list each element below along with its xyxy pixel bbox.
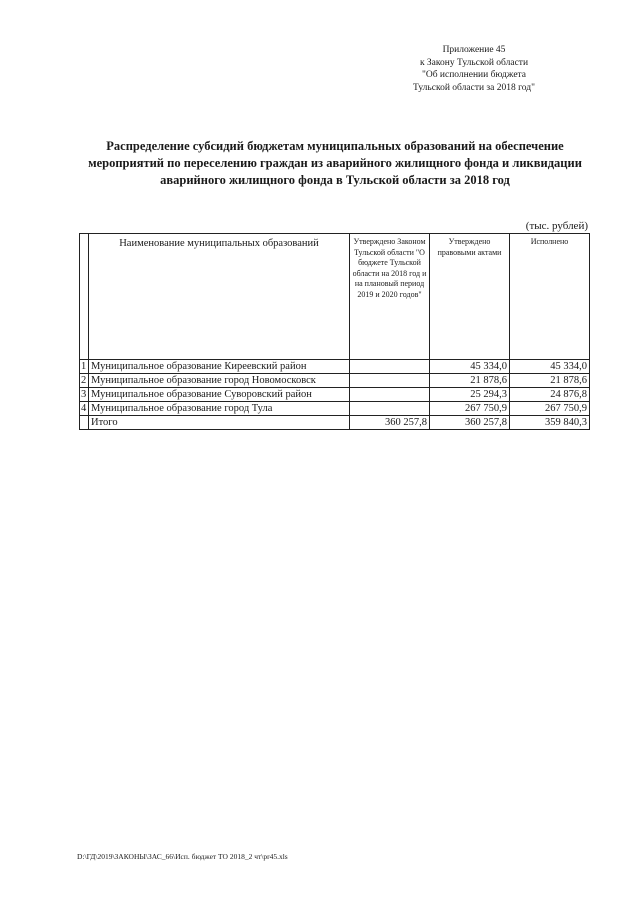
cell-num: 3	[80, 388, 89, 402]
cell-approved-law	[350, 388, 430, 402]
cell-name: Муниципальное образование город Новомосковск	[89, 374, 350, 388]
cell-approved-law	[350, 360, 430, 374]
cell-executed: 24 876,8	[510, 388, 590, 402]
table-row	[80, 360, 590, 374]
cell-name: Муниципальное образование город Тула	[89, 402, 350, 416]
title-line: мероприятий по переселению граждан из аварийного жилищного фонда и ликвидации	[88, 156, 582, 170]
table-row	[80, 374, 590, 388]
cell-executed: 21 878,6	[510, 374, 590, 388]
title-line: Распределение субсидий бюджетам муниципальных образований на обеспечение	[106, 139, 564, 153]
table-header-row	[80, 234, 590, 360]
cell-approved-acts: 45 334,0	[430, 360, 510, 374]
cell-num	[80, 416, 89, 430]
cell-approved-acts: 360 257,8	[430, 416, 510, 430]
subsidies-table	[79, 233, 590, 430]
header-name: Наименование муниципальных образований	[89, 234, 350, 360]
table-row	[80, 388, 590, 402]
annex-line: к Закону Тульской области	[419, 57, 529, 68]
total-row	[80, 416, 590, 430]
title-line: аварийного жилищного фонда в Тульской области за 2018 год	[160, 173, 510, 187]
units-label: (тыс. рублей)	[525, 220, 588, 232]
cell-approved-acts: 21 878,6	[430, 374, 510, 388]
annex-note	[360, 44, 588, 94]
header-num	[80, 234, 89, 360]
cell-executed: 45 334,0	[510, 360, 590, 374]
annex-line: Тульской области за 2018 год"	[413, 82, 535, 93]
annex-line: "Об исполнении бюджета	[421, 70, 527, 80]
header-approved-law: Утверждено Законом Тульской области "О бюджете Тульской области на 2018 год и на плановый период 2019 и 2020 годов"	[350, 234, 430, 360]
header-executed: Исполнено	[510, 234, 590, 360]
cell-num: 2	[80, 374, 89, 388]
file-path-footer: D:\ГД\2019\ЗАКОНЫ\ЗАС_66\Исп. бюджет ТО 2018_2 чт\pr45.xls	[77, 852, 288, 861]
cell-name: Муниципальное образование Киреевский район	[89, 360, 350, 374]
cell-approved-law: 360 257,8	[350, 416, 430, 430]
cell-approved-acts: 267 750,9	[430, 402, 510, 416]
cell-num: 1	[80, 360, 89, 374]
cell-name: Муниципальное образование Суворовский район	[89, 388, 350, 402]
table-row	[80, 402, 590, 416]
cell-executed: 267 750,9	[510, 402, 590, 416]
header-approved-acts: Утверждено правовыми актами	[430, 234, 510, 360]
cell-approved-law	[350, 374, 430, 388]
annex-line: Приложение 45	[442, 45, 506, 55]
cell-approved-acts: 25 294,3	[430, 388, 510, 402]
document-title	[70, 138, 600, 189]
cell-executed: 359 840,3	[510, 416, 590, 430]
cell-name: Итого	[89, 416, 350, 430]
cell-approved-law	[350, 402, 430, 416]
cell-num: 4	[80, 402, 89, 416]
